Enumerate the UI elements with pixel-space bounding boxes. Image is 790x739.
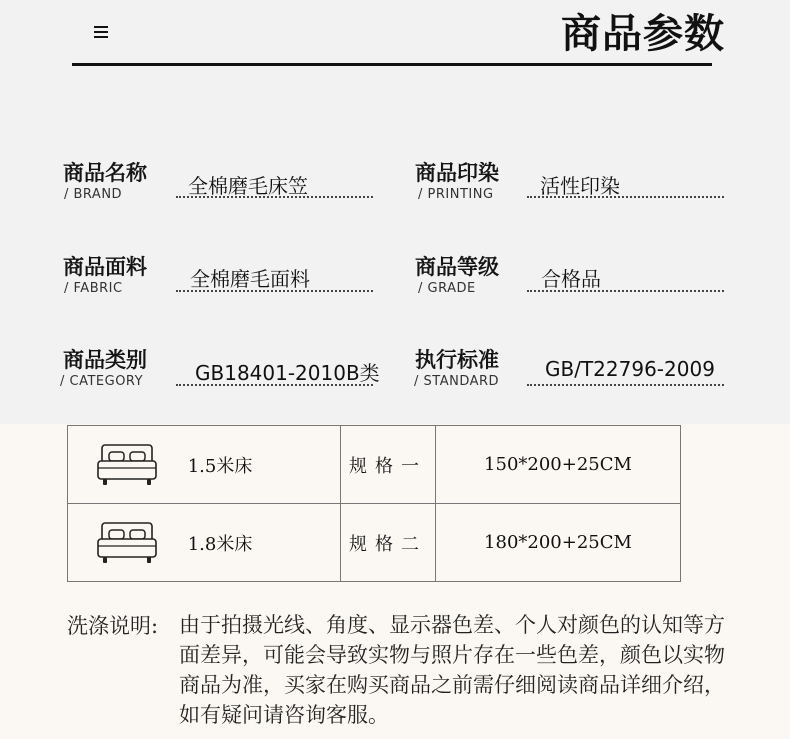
wash-note-label: 洗涤说明: <box>67 614 159 638</box>
spec-name: 规格一 <box>341 426 436 504</box>
param-fabric-line <box>176 290 373 292</box>
size-cell <box>68 426 341 504</box>
param-printing-value: 活性印染 <box>540 174 620 198</box>
param-grade-sub: / GRADE <box>418 281 476 296</box>
table-row <box>68 504 681 582</box>
size-cell <box>68 504 341 582</box>
param-brand-line <box>176 196 373 198</box>
param-standard-value: GB/T22796-2009 <box>545 357 715 381</box>
spec-dimensions: 150*200+25CM <box>436 426 681 504</box>
param-fabric-label: 商品面料 <box>63 255 147 279</box>
param-fabric-sub: / FABRIC <box>64 281 123 296</box>
spec-dimensions: 180*200+25CM <box>436 504 681 582</box>
param-category-label: 商品类别 <box>63 348 147 372</box>
param-grade-line <box>527 290 724 292</box>
bed-icon <box>96 519 158 567</box>
wash-note-text: 由于拍摄光线、角度、显示器色差、个人对颜色的认知等方面差异，可能会导致实物与照片存在一些色差，颜色以实物商品为准，买家在购买商品之前需仔细阅读商品详细介绍，如有疑问请咨询客服。 <box>179 613 725 727</box>
param-grade-label: 商品等级 <box>415 255 499 279</box>
param-category-value: GB18401-2010B类 <box>195 361 380 385</box>
spec-name: 规格二 <box>341 504 436 582</box>
param-brand-label: 商品名称 <box>63 161 147 185</box>
param-standard-label: 执行标准 <box>415 348 499 372</box>
bed-icon <box>96 441 158 489</box>
bed-size-label: 1.8米床 <box>187 533 253 555</box>
page-title: 商品参数 <box>561 11 725 57</box>
param-standard-line <box>527 384 724 386</box>
param-standard-sub: / STANDARD <box>414 374 500 389</box>
param-grade-value: 合格品 <box>541 267 601 291</box>
param-printing-line <box>527 196 724 198</box>
title-divider <box>72 63 712 66</box>
param-fabric-value: 全棉磨毛面料 <box>190 267 310 291</box>
param-brand-sub: / BRAND <box>64 187 123 202</box>
param-category-sub: / CATEGORY <box>60 374 144 389</box>
bed-size-label: 1.5米床 <box>187 455 253 477</box>
param-brand-value: 全棉磨毛床笠 <box>188 174 308 198</box>
param-printing-sub: / PRINTING <box>418 187 494 202</box>
table-row <box>68 426 681 504</box>
param-printing-label: 商品印染 <box>415 161 499 185</box>
menu-icon[interactable] <box>94 26 110 38</box>
size-spec-table <box>67 425 681 582</box>
param-category-line <box>176 384 373 386</box>
